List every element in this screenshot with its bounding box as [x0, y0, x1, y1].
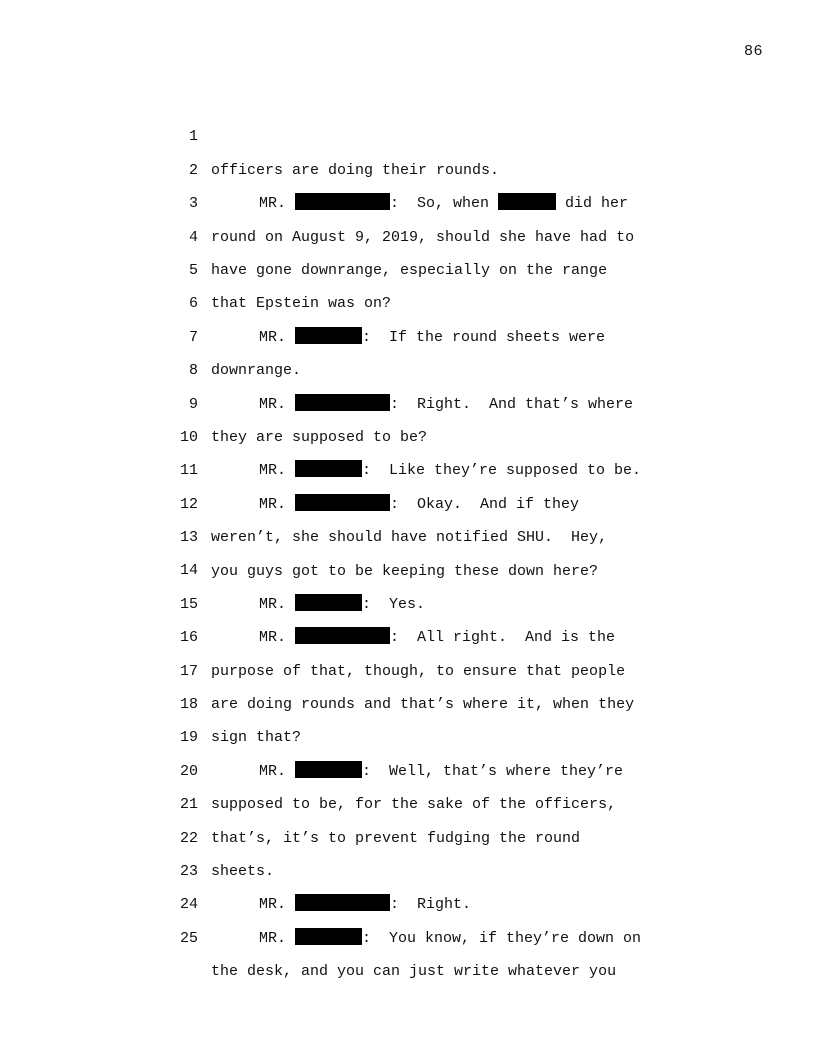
speaker-prefix: MR. — [259, 595, 296, 613]
line-number: 6 — [188, 295, 198, 313]
line-text: you guys got to be keeping these down here? — [211, 562, 599, 580]
line-number: 25 — [179, 929, 198, 947]
line-text: that’s, it’s to prevent fudging the round — [211, 829, 581, 847]
line-text: : Right. — [390, 896, 472, 914]
line-number: 5 — [188, 261, 198, 279]
speaker-prefix: MR. — [259, 495, 296, 513]
line-number: 1 — [188, 128, 198, 146]
speaker-prefix: MR. — [259, 462, 296, 480]
line-number: 18 — [179, 696, 198, 714]
speaker-line — [211, 922, 641, 955]
speaker-prefix: MR. — [259, 896, 296, 914]
line-text: that Epstein was on? — [211, 295, 392, 313]
speaker-prefix: MR. — [259, 762, 296, 780]
line-number: 22 — [179, 829, 198, 847]
line-number: 17 — [179, 662, 198, 680]
line-text: : Right. And that’s where — [390, 395, 634, 413]
line-number: 21 — [179, 796, 198, 814]
line-number: 16 — [179, 629, 198, 647]
line-number: 7 — [188, 328, 198, 346]
line-number: 13 — [179, 529, 198, 547]
line-number: 24 — [179, 896, 198, 914]
line-number: 10 — [179, 428, 198, 446]
speaker-prefix: MR. — [259, 395, 296, 413]
line-text: purpose of that, though, to ensure that people — [211, 662, 626, 680]
redaction-box — [295, 928, 362, 945]
transcript-line — [168, 87, 728, 179]
line-number: 14 — [179, 562, 198, 580]
line-text: weren’t, she should have notified SHU. Hey, — [211, 529, 608, 547]
line-number: 19 — [179, 729, 198, 747]
line-number: 8 — [188, 362, 198, 380]
line-text: they are supposed to be? — [211, 428, 428, 446]
line-text: downrange. — [211, 362, 302, 380]
line-number: 3 — [188, 195, 198, 213]
line-text: are doing rounds and that’s where it, when they — [211, 696, 635, 714]
line-number: 20 — [179, 762, 198, 780]
line-number: 12 — [179, 495, 198, 513]
line-text: : So, when — [390, 195, 499, 213]
line-text: have gone downrange, especially on the range — [211, 261, 608, 279]
line-text: : Well, that’s where they’re — [362, 762, 624, 780]
line-number: 4 — [188, 228, 198, 246]
transcript-body — [168, 87, 728, 981]
speaker-prefix: MR. — [259, 195, 296, 213]
line-number: 11 — [179, 462, 198, 480]
line-text: : If the round sheets were — [362, 328, 606, 346]
line-text: : All right. And is the — [390, 629, 616, 647]
speaker-prefix: MR. — [259, 629, 296, 647]
line-number: 15 — [179, 595, 198, 613]
line-text: officers are doing their rounds. — [211, 161, 500, 179]
line-text: : Okay. And if they — [390, 495, 580, 513]
line-text: : Like they’re supposed to be. — [362, 462, 642, 480]
line-number: 9 — [188, 395, 198, 413]
page-number: 86 — [743, 43, 763, 60]
speaker-prefix: MR. — [259, 929, 296, 947]
line-text: supposed to be, for the sake of the officers, — [211, 796, 617, 814]
line-text: round on August 9, 2019, should she have had to — [211, 228, 635, 246]
line-text: did her — [556, 195, 629, 213]
line-text: sign that? — [211, 729, 302, 747]
line-text: the desk, and you can just write whatever you — [211, 963, 617, 981]
speaker-prefix: MR. — [259, 328, 296, 346]
line-number: 23 — [179, 863, 198, 880]
line-text: sheets. — [211, 863, 275, 881]
line-number: 2 — [188, 161, 198, 179]
line-text: : Yes. — [362, 595, 426, 613]
line-text: : You know, if they’re down on — [362, 929, 642, 947]
